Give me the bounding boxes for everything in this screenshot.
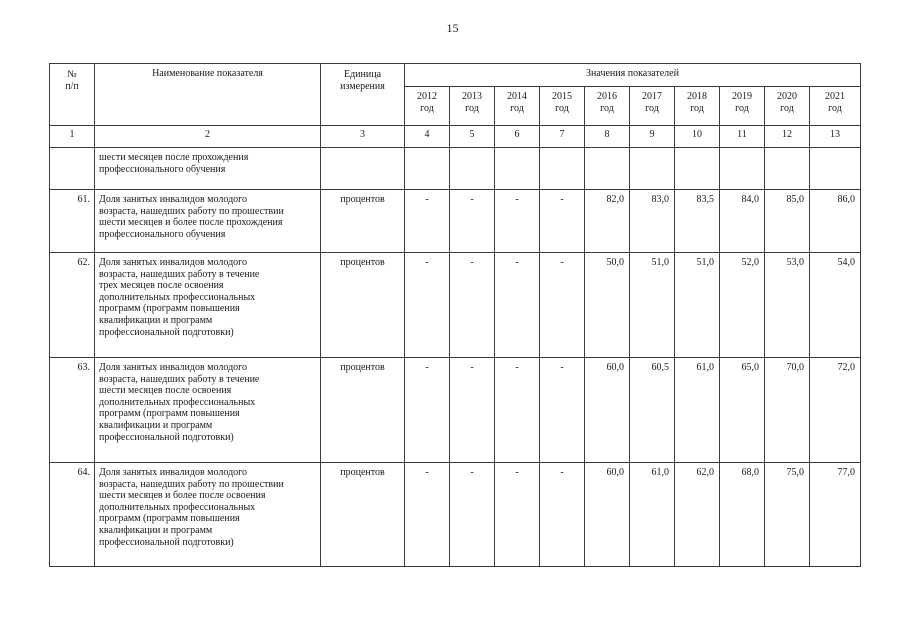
indicator-name-line: Доля занятых инвалидов молодого xyxy=(99,194,248,205)
value-cell: 60,5 xyxy=(630,358,675,463)
value-cell: 53,0 xyxy=(765,253,810,358)
value-cell xyxy=(720,148,765,190)
value-cell: 70,0 xyxy=(765,358,810,463)
value-cell: 61,0 xyxy=(630,463,675,567)
indicator-name-line: профессиональной подготовки) xyxy=(99,536,234,548)
column-number-cell: 11 xyxy=(720,126,765,148)
value-cell: - xyxy=(405,463,450,567)
value-cell: 62,0 xyxy=(675,463,720,567)
indicator-name-line: Доля занятых инвалидов молодого xyxy=(99,467,248,478)
header-name-cell xyxy=(95,64,321,126)
indicator-name-cell xyxy=(95,190,321,253)
column-number-cell: 13 xyxy=(810,126,861,148)
value-cell: 68,0 xyxy=(720,463,765,567)
indicator-name-line: профессионального обучения xyxy=(99,163,226,175)
unit-cell: процентов xyxy=(321,463,405,567)
column-number-cell: 10 xyxy=(675,126,720,148)
table-row xyxy=(50,148,861,190)
header-year-cell xyxy=(810,87,861,126)
value-cell: 54,0 xyxy=(810,253,861,358)
indicator-name-line: шести месяцев и более после освоения xyxy=(99,490,266,502)
indicator-name-line: трех месяцев после освоения xyxy=(99,280,224,292)
header-year-cell xyxy=(720,87,765,126)
value-cell: - xyxy=(450,253,495,358)
value-cell: - xyxy=(495,358,540,463)
header-unit-cell xyxy=(321,64,405,126)
table-row xyxy=(50,190,861,253)
value-cell xyxy=(630,148,675,190)
value-cell: 83,5 xyxy=(675,190,720,253)
header-number-label-2: п/п xyxy=(65,81,79,92)
indicator-name-line: Доля занятых инвалидов молодого xyxy=(99,362,248,373)
value-cell: 75,0 xyxy=(765,463,810,567)
indicator-name-line: дополнительных профессиональных xyxy=(99,291,256,303)
row-number-cell: 63. xyxy=(50,358,95,463)
value-cell: 77,0 xyxy=(810,463,861,567)
row-number-cell: 64. xyxy=(50,463,95,567)
value-cell xyxy=(675,148,720,190)
indicator-name-cell xyxy=(95,253,321,358)
header-year-suffix: год xyxy=(510,103,524,114)
header-year-suffix: год xyxy=(690,103,704,114)
value-cell: - xyxy=(450,358,495,463)
row-number-cell: 62. xyxy=(50,253,95,358)
indicator-name-cell xyxy=(95,463,321,567)
header-values-label: Значения показателей xyxy=(586,68,679,79)
value-cell: - xyxy=(540,253,585,358)
value-cell: 65,0 xyxy=(720,358,765,463)
column-number-cell: 1 xyxy=(50,126,95,148)
column-number-cell: 5 xyxy=(450,126,495,148)
header-year-suffix: год xyxy=(780,103,794,114)
indicators-table xyxy=(49,63,861,567)
column-number-cell: 2 xyxy=(95,126,321,148)
column-number-cell: 12 xyxy=(765,126,810,148)
indicator-name-line: программ (программ повышения xyxy=(99,408,240,420)
header-year-suffix: год xyxy=(555,103,569,114)
header-year: 2017 xyxy=(642,91,662,102)
value-cell: 51,0 xyxy=(630,253,675,358)
indicator-name-line: возраста, нашедших работу в течение xyxy=(99,268,260,280)
value-cell: - xyxy=(450,463,495,567)
value-cell: - xyxy=(495,190,540,253)
header-year-suffix: год xyxy=(735,103,749,114)
column-number-cell: 6 xyxy=(495,126,540,148)
indicator-name-line: программ (программ повышения xyxy=(99,303,240,315)
indicator-name-line: Доля занятых инвалидов молодого xyxy=(99,257,248,268)
value-cell: - xyxy=(495,253,540,358)
indicator-name-line: профессионального обучения xyxy=(99,228,226,240)
value-cell: - xyxy=(540,358,585,463)
indicator-name-line: профессиональной подготовки) xyxy=(99,326,234,338)
header-unit-label: Единица xyxy=(343,69,382,80)
value-cell: 83,0 xyxy=(630,190,675,253)
indicator-name-line: возраста, нашедших работу в течение xyxy=(99,373,260,385)
value-cell: 72,0 xyxy=(810,358,861,463)
value-cell: 61,0 xyxy=(675,358,720,463)
column-number-cell: 9 xyxy=(630,126,675,148)
indicator-name-line: квалификации и программ xyxy=(99,419,213,431)
header-year: 2019 xyxy=(732,91,752,102)
value-cell xyxy=(765,148,810,190)
value-cell: 50,0 xyxy=(585,253,630,358)
unit-cell xyxy=(321,148,405,190)
indicator-name-line: шести месяцев и более после прохождения xyxy=(99,217,283,229)
column-number-cell: 8 xyxy=(585,126,630,148)
indicator-name-line: шести месяцев после освоения xyxy=(99,385,232,397)
header-year-cell xyxy=(540,87,585,126)
page-number: 15 xyxy=(446,21,459,35)
value-cell: - xyxy=(405,358,450,463)
value-cell: - xyxy=(450,190,495,253)
indicator-name-line: возраста, нашедших работу по прошествии xyxy=(99,478,284,490)
indicator-name-line: дополнительных профессиональных xyxy=(99,501,256,513)
indicator-name-cell xyxy=(95,358,321,463)
value-cell: 85,0 xyxy=(765,190,810,253)
value-cell: 84,0 xyxy=(720,190,765,253)
value-cell xyxy=(585,148,630,190)
header-name-label: Наименование показателя xyxy=(152,68,263,79)
header-year: 2013 xyxy=(462,91,482,102)
row-number-cell xyxy=(50,148,95,190)
header-number-cell xyxy=(50,64,95,126)
header-year-cell xyxy=(495,87,540,126)
header-year: 2021 xyxy=(825,91,845,102)
header-year-cell xyxy=(585,87,630,126)
header-year: 2020 xyxy=(777,91,797,102)
table-row xyxy=(50,253,861,358)
column-number-cell: 4 xyxy=(405,126,450,148)
value-cell: 60,0 xyxy=(585,463,630,567)
column-number-cell: 3 xyxy=(321,126,405,148)
value-cell: 52,0 xyxy=(720,253,765,358)
header-year-suffix: год xyxy=(600,103,614,114)
value-cell: - xyxy=(405,190,450,253)
header-year-suffix: год xyxy=(828,103,842,114)
value-cell: - xyxy=(495,463,540,567)
row-number-cell: 61. xyxy=(50,190,95,253)
unit-cell: процентов xyxy=(321,358,405,463)
header-year: 2012 xyxy=(417,91,437,102)
value-cell: - xyxy=(405,253,450,358)
indicator-name-line: квалификации и программ xyxy=(99,314,213,326)
header-year-suffix: год xyxy=(420,103,434,114)
column-number-cell: 7 xyxy=(540,126,585,148)
header-year: 2014 xyxy=(507,91,527,102)
header-unit-label-2: измерения xyxy=(340,81,385,92)
value-cell xyxy=(495,148,540,190)
indicator-name-line: возраста, нашедших работу по прошествии xyxy=(99,205,284,217)
value-cell: - xyxy=(540,463,585,567)
header-year-cell xyxy=(765,87,810,126)
indicator-name-line: программ (программ повышения xyxy=(99,513,240,525)
value-cell: 60,0 xyxy=(585,358,630,463)
indicator-name-line: шести месяцев после прохождения xyxy=(99,152,249,163)
unit-cell: процентов xyxy=(321,253,405,358)
value-cell xyxy=(540,148,585,190)
value-cell: 86,0 xyxy=(810,190,861,253)
value-cell xyxy=(450,148,495,190)
header-year-cell xyxy=(405,87,450,126)
value-cell: 51,0 xyxy=(675,253,720,358)
indicator-name-line: профессиональной подготовки) xyxy=(99,431,234,443)
header-year: 2016 xyxy=(597,91,617,102)
indicator-name-cell xyxy=(95,148,321,190)
header-year-cell xyxy=(450,87,495,126)
unit-cell: процентов xyxy=(321,190,405,253)
header-number-label: № xyxy=(67,69,77,80)
header-year-suffix: год xyxy=(645,103,659,114)
value-cell xyxy=(405,148,450,190)
table-row xyxy=(50,358,861,463)
value-cell: 82,0 xyxy=(585,190,630,253)
value-cell: - xyxy=(540,190,585,253)
indicator-name-line: квалификации и программ xyxy=(99,524,213,536)
header-year-cell xyxy=(675,87,720,126)
header-values-cell xyxy=(405,64,861,87)
table-row xyxy=(50,463,861,567)
value-cell xyxy=(810,148,861,190)
indicator-name-line: дополнительных профессиональных xyxy=(99,396,256,408)
header-year: 2015 xyxy=(552,91,572,102)
header-year-cell xyxy=(630,87,675,126)
header-year: 2018 xyxy=(687,91,707,102)
header-year-suffix: год xyxy=(465,103,479,114)
